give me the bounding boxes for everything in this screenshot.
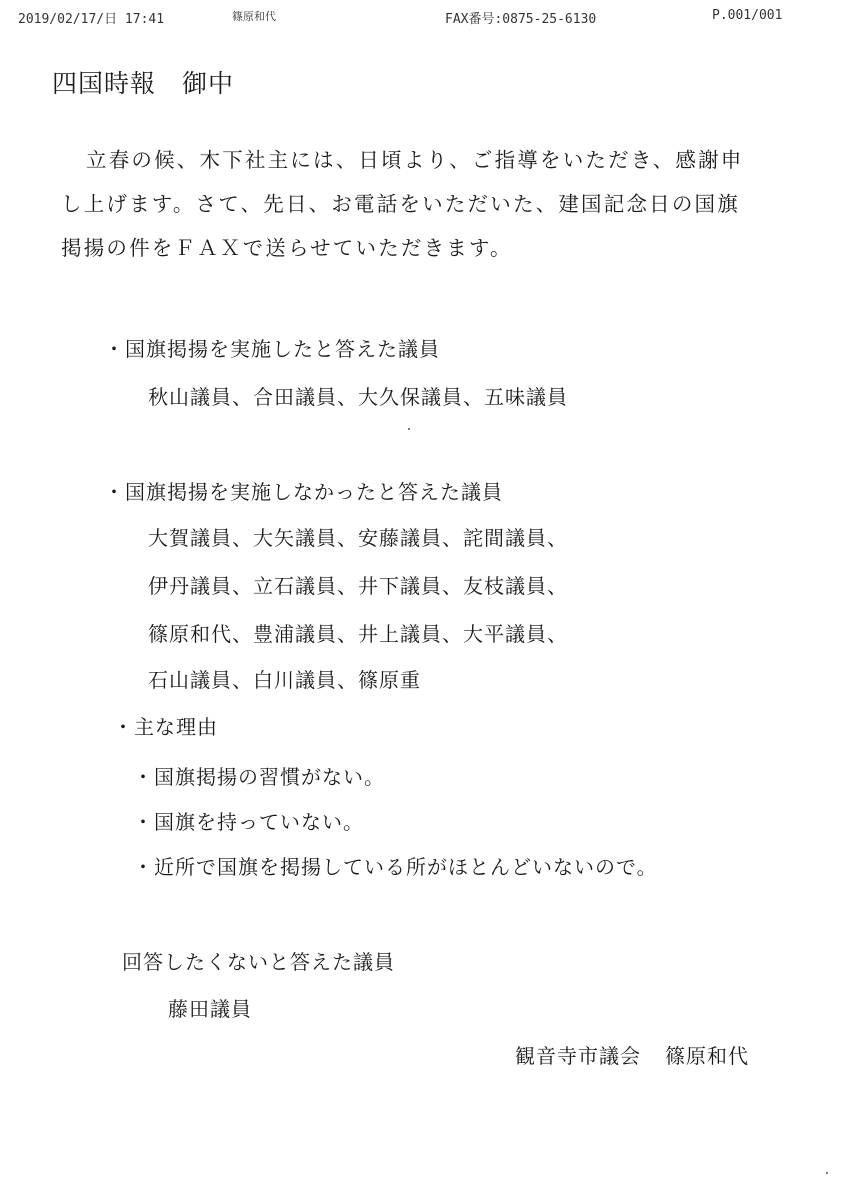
signature [515, 1040, 749, 1069]
intro-line: し上げます。さて、先日、お電話をいただいた、建国記念日の国旗 [61, 192, 740, 216]
section-yes-heading: ・国旗掲揚を実施したと答えた議員 [104, 337, 440, 361]
scan-speck [408, 428, 410, 430]
reasons-heading: ・主な理由 [113, 715, 218, 739]
recipient [52, 64, 234, 100]
scan-speck [826, 1172, 828, 1174]
fax-sender: 篠原和代 [232, 10, 276, 23]
intro-line: 掲揚の件をＦＡＸで送らせていただきます。 [61, 236, 513, 260]
fax-number: FAX番号:0875-25-6130 [445, 12, 597, 27]
intro-paragraph [61, 138, 806, 270]
section-no-members-line: 篠原和代、豊浦議員、井上議員、大平議員、 [148, 622, 568, 646]
reason-item: ・近所で国旗を掲揚している所がほとんどいないので。 [133, 855, 658, 879]
fax-page-number: P.001/001 [712, 8, 783, 23]
section-decline-members: 藤田議員 [168, 997, 252, 1021]
section-no-members-line: 伊丹議員、立石議員、井下議員、友枝議員、 [148, 574, 568, 598]
signature-name: 篠原和代 [665, 1044, 749, 1068]
recipient-name: 四国時報 [52, 69, 157, 98]
reason-item: ・国旗を持っていない。 [133, 810, 364, 834]
fax-date-time: 2019/02/17/日 17:41 [18, 12, 165, 27]
section-no-members-line: 大賀議員、大矢議員、安藤議員、詫間議員、 [148, 526, 568, 550]
fax-header [0, 8, 849, 28]
section-no-members-line: 石山議員、白川議員、篠原重 [148, 668, 421, 692]
section-decline-heading: 回答したくないと答えた議員 [122, 950, 395, 974]
reason-item: ・国旗掲揚の習慣がない。 [133, 765, 385, 789]
intro-line: 立春の候、木下社主には、日頃より、ご指導をいただき、感謝申 [86, 148, 744, 172]
signature-organization: 観音寺市議会 [515, 1044, 641, 1068]
section-yes-members: 秋山議員、合田議員、大久保議員、五味議員 [148, 385, 568, 409]
section-no-heading: ・国旗掲揚を実施しなかったと答えた議員 [104, 480, 503, 504]
recipient-honorific: 御中 [182, 69, 235, 98]
